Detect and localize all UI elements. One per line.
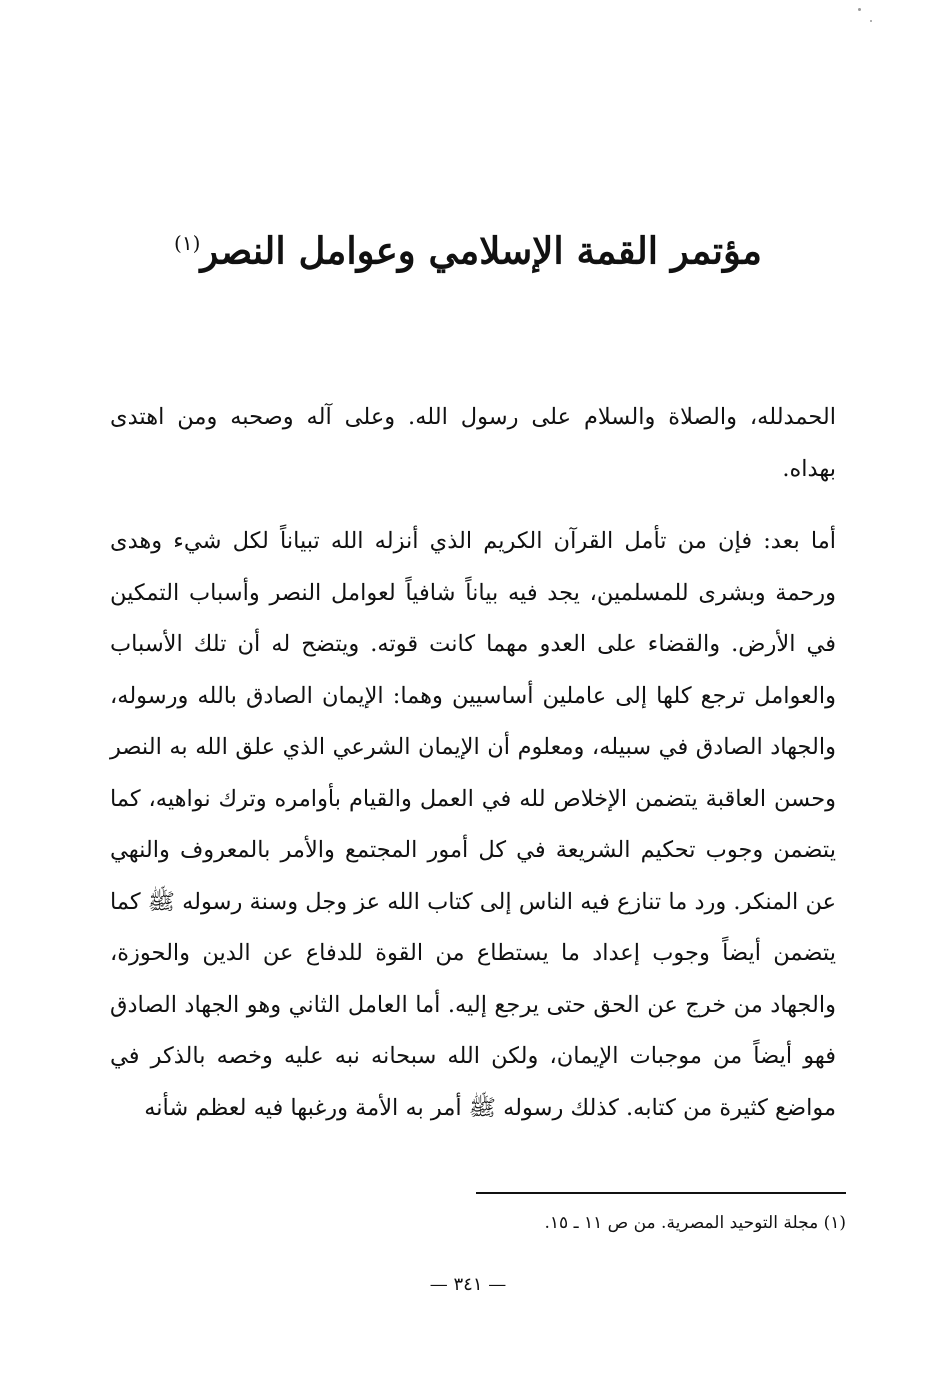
title-text: مؤتمر القمة الإسلامي وعوامل النصر	[200, 228, 762, 273]
title-footnote-marker: (١)	[174, 230, 201, 255]
scan-speck	[858, 8, 861, 11]
footnote: (١) مجلة التوحيد المصرية. من ص ١١ ـ ١٥.	[544, 1213, 846, 1233]
footnote-divider	[476, 1192, 846, 1194]
page-number: — ٣٤١ —	[429, 1274, 507, 1295]
paragraph-main: أما بعد: فإن من تأمل القرآن الكريم الذي أنزله الله تبياناً لكل شيء وهدى ورحمة وبشرى للمسلمين، يجد فيه بياناً شافياً لعوامل النصر وأسباب التمكين في الأرض. والقضاء على العدو مهما كانت قوته. ويتضح له أن تلك الأسباب والعوامل ترجع كلها إلى عاملين أساسيين وهما: الإيمان الصادق بالله ورسوله، والجهاد الصادق في سبيله، ومعلوم أن الإيمان الشرعي الذي علق الله به النصر وحسن العاقبة يتضمن الإخلاص لله في العمل والقيام بأوامره وترك نواهيه، كما يتضمن وجوب تحكيم الشريعة في كل أمور المجتمع والأمر بالمعروف والنهي عن المنكر. ورد ما تنازع فيه الناس إلى كتاب الله عز وجل وسنة رسوله ﷺ كما يتضمن أيضاً وجوب إعداد ما يستطاع من القوة للدفاع عن الدين والحوزة، والجهاد من خرج عن الحق حتى يرجع إليه. أما العامل الثاني وهو الجهاد الصادق فهو أيضاً من موجبات الإيمان، ولكن الله سبحانه نبه عليه وخصه بالذكر في مواضع كثيرة من كتابه. كذلك رسوله ﷺ أمر به الأمة ورغبها فيه لعظم شأنه	[110, 528, 836, 1121]
page-title	[110, 213, 826, 280]
paragraph-opening: الحمدلله، والصلاة والسلام على رسول الله. وعلى آله وصحبه ومن اهتدى بهداه.	[110, 404, 836, 482]
scan-speck	[870, 20, 872, 22]
